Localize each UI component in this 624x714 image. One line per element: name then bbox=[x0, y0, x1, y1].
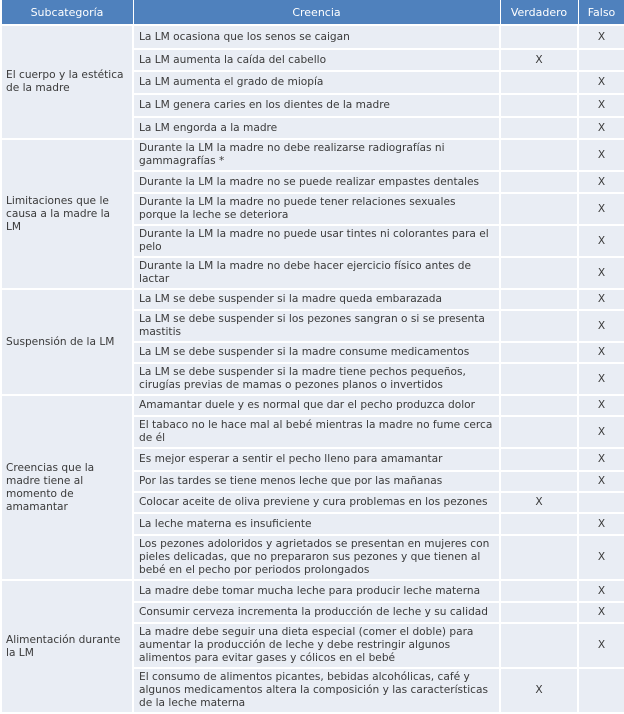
belief-cell: Durante la LM la madre no debe hacer ejercicio físico antes de lactar bbox=[133, 257, 500, 289]
true-mark bbox=[500, 25, 578, 49]
true-mark bbox=[500, 71, 578, 94]
belief-cell: Durante la LM la madre no se puede realizar empastes dentales bbox=[133, 171, 500, 193]
belief-cell: Es mejor esperar a sentir el pecho lleno para amamantar bbox=[133, 448, 500, 471]
true-mark bbox=[500, 471, 578, 492]
false-mark: X bbox=[578, 342, 624, 363]
true-mark bbox=[500, 448, 578, 471]
belief-cell: La LM genera caries en los dientes de la madre bbox=[133, 94, 500, 117]
belief-cell: La LM se debe suspender si la madre consume medicamentos bbox=[133, 342, 500, 363]
table-row bbox=[1, 25, 624, 49]
belief-cell: El tabaco no le hace mal al bebé mientras la madre no fume cerca de él bbox=[133, 416, 500, 448]
true-mark bbox=[500, 513, 578, 535]
true-mark bbox=[500, 117, 578, 139]
belief-cell: La LM aumenta la caída del cabello bbox=[133, 49, 500, 71]
true-mark bbox=[500, 535, 578, 580]
true-mark bbox=[500, 580, 578, 602]
false-mark: X bbox=[578, 363, 624, 395]
belief-cell: Durante la LM la madre no puede tener relaciones sexuales porque la leche se deteriora bbox=[133, 193, 500, 225]
false-mark: X bbox=[578, 193, 624, 225]
false-mark: X bbox=[578, 580, 624, 602]
false-mark: X bbox=[578, 535, 624, 580]
header-verdadero: Verdadero bbox=[500, 0, 578, 25]
table-header bbox=[1, 0, 624, 25]
belief-cell: La LM aumenta el grado de miopía bbox=[133, 71, 500, 94]
belief-cell: Durante la LM la madre no debe realizarse radiografías ni gammagrafías * bbox=[133, 139, 500, 171]
header-subcategoria: Subcategoría bbox=[1, 0, 133, 25]
belief-cell: Consumir cerveza incrementa la producción de leche y su calidad bbox=[133, 602, 500, 623]
false-mark bbox=[578, 668, 624, 713]
true-mark bbox=[500, 139, 578, 171]
false-mark: X bbox=[578, 25, 624, 49]
belief-cell: Amamantar duele y es normal que dar el pecho produzca dolor bbox=[133, 395, 500, 416]
false-mark: X bbox=[578, 257, 624, 289]
true-mark bbox=[500, 623, 578, 668]
true-mark bbox=[500, 193, 578, 225]
false-mark: X bbox=[578, 139, 624, 171]
true-mark bbox=[500, 602, 578, 623]
header-creencia: Creencia bbox=[133, 0, 500, 25]
false-mark: X bbox=[578, 602, 624, 623]
false-mark: X bbox=[578, 448, 624, 471]
true-mark bbox=[500, 342, 578, 363]
true-mark bbox=[500, 257, 578, 289]
true-mark bbox=[500, 94, 578, 117]
true-mark bbox=[500, 225, 578, 257]
subcategory-cell: Suspensión de la LM bbox=[1, 289, 133, 395]
belief-cell: La LM se debe suspender si la madre queda embarazada bbox=[133, 289, 500, 310]
false-mark bbox=[578, 49, 624, 71]
true-mark: X bbox=[500, 668, 578, 713]
subcategory-cell: Alimentación durante la LM bbox=[1, 580, 133, 713]
false-mark bbox=[578, 492, 624, 513]
belief-cell: Durante la LM la madre no puede usar tintes ni colorantes para el pelo bbox=[133, 225, 500, 257]
belief-cell: La LM engorda a la madre bbox=[133, 117, 500, 139]
true-mark bbox=[500, 395, 578, 416]
belief-cell: La madre debe seguir una dieta especial (comer el doble) para aumentar la producción de leche y debe restringir algunos alimentos para evitar gases y cólicos en el bebé bbox=[133, 623, 500, 668]
belief-cell: La LM ocasiona que los senos se caigan bbox=[133, 25, 500, 49]
false-mark: X bbox=[578, 117, 624, 139]
false-mark: X bbox=[578, 171, 624, 193]
false-mark: X bbox=[578, 289, 624, 310]
false-mark: X bbox=[578, 513, 624, 535]
belief-cell: La LM se debe suspender si la madre tiene pechos pequeños, cirugías previas de mamas o pezones planos o invertidos bbox=[133, 363, 500, 395]
header-row bbox=[1, 0, 624, 25]
true-mark: X bbox=[500, 492, 578, 513]
false-mark: X bbox=[578, 225, 624, 257]
true-mark bbox=[500, 363, 578, 395]
true-mark bbox=[500, 171, 578, 193]
belief-cell: La madre debe tomar mucha leche para producir leche materna bbox=[133, 580, 500, 602]
belief-cell: Por las tardes se tiene menos leche que por las mañanas bbox=[133, 471, 500, 492]
false-mark: X bbox=[578, 623, 624, 668]
true-mark: X bbox=[500, 49, 578, 71]
subcategory-cell: Limitaciones que le causa a la madre la LM bbox=[1, 139, 133, 289]
belief-cell: La leche materna es insuficiente bbox=[133, 513, 500, 535]
table-row bbox=[1, 580, 624, 602]
true-mark bbox=[500, 310, 578, 342]
false-mark: X bbox=[578, 471, 624, 492]
belief-cell: Colocar aceite de oliva previene y cura problemas en los pezones bbox=[133, 492, 500, 513]
true-mark bbox=[500, 289, 578, 310]
belief-cell: Los pezones adoloridos y agrietados se presentan en mujeres con pieles delicadas, que no prepararon sus pezones y que tienen al bebé en el pecho por periodos prolongados bbox=[133, 535, 500, 580]
table-body bbox=[1, 25, 624, 713]
subcategory-cell: El cuerpo y la estética de la madre bbox=[1, 25, 133, 139]
false-mark: X bbox=[578, 416, 624, 448]
true-mark bbox=[500, 416, 578, 448]
false-mark: X bbox=[578, 71, 624, 94]
table-row bbox=[1, 289, 624, 310]
table-row bbox=[1, 139, 624, 171]
false-mark: X bbox=[578, 395, 624, 416]
subcategory-cell: Creencias que la madre tiene al momento de amamantar bbox=[1, 395, 133, 580]
header-falso: Falso bbox=[578, 0, 624, 25]
belief-cell: El consumo de alimentos picantes, bebidas alcohólicas, café y algunos medicamentos altera la composición y las características de la leche materna bbox=[133, 668, 500, 713]
false-mark: X bbox=[578, 94, 624, 117]
belief-cell: La LM se debe suspender si los pezones sangran o si se presenta mastitis bbox=[133, 310, 500, 342]
table-row bbox=[1, 395, 624, 416]
false-mark: X bbox=[578, 310, 624, 342]
